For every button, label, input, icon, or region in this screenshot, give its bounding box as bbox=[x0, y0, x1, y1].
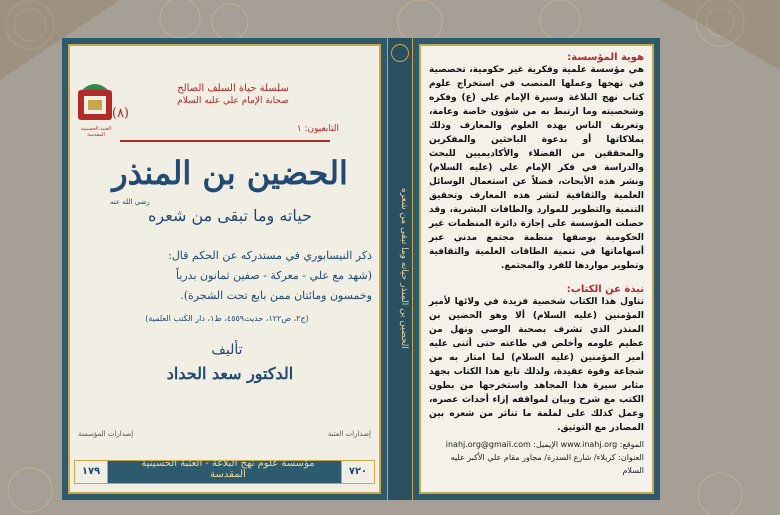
spine-logo-icon bbox=[391, 44, 409, 62]
address-text: كربلاء/ شارع السدرة/ مجاور مقام علي الأكبر عليه السلام bbox=[450, 453, 644, 475]
author-label: تأليف bbox=[211, 342, 243, 358]
author-name: الدكتور سعد الحداد bbox=[166, 364, 294, 383]
contact-line-2 bbox=[429, 451, 644, 477]
contact-section bbox=[429, 438, 644, 477]
book-title: الحضين بن المنذر bbox=[112, 154, 348, 192]
front-cover bbox=[62, 38, 387, 500]
identity-section bbox=[429, 52, 644, 273]
site-label: الموقع: bbox=[619, 440, 644, 449]
book-spine bbox=[387, 38, 413, 500]
logo-label: العتبة الحسينية المقدسة bbox=[80, 126, 112, 138]
quote-line-2: (شهد مع علي - معركة - صفين ثمانون بدرياً bbox=[175, 269, 372, 282]
quote-line-1: ذكر النيسابوري في مستدركه عن الحكم قال: bbox=[168, 249, 372, 262]
quote-reference: (ج٢، ص١٢٢، حديث٤٥٥٩، ط١، دار الكتب العلمية) bbox=[145, 314, 309, 323]
identity-text: هي مؤسسة علمية وفكرية غير حكومية، تخصصية في تهجها وعملها المنصب في استخراج علوم كتاب نهج البلاغة وسيرة الإمام علي (ع) وفكره وشخصيته وما ارتبط به من شؤون خاصة وعامة، وتعريف الناس بهذه العلوم والمعارف وذلك بملاكاتها أو بدعوة الباحثين والمفكرين والمحققين من الفضلاء والأكاديميين للبحث والدراسة في فكر الإمام علي (عليه السلام) ونشر هذه الأبحاث، فضلاً عن استعمال الوسائل العلمية والثقافية لنشر هذه المعارف وتحقيق التنمية والتطوير للموارد والطاقات البشرية، وقد حصلت المؤسسة على إجازة دائرة المنظمات غير الحكومية بوصفها منظمة مجتمع مدني عبر أسهاماتها في تنمية الطاقات العلمية والثقافية وتطوير مواردها للفرد والمجتمع. bbox=[429, 65, 644, 271]
front-cover-panel bbox=[68, 44, 381, 494]
quote-block bbox=[82, 246, 372, 306]
email-label: الإيميل: bbox=[533, 440, 559, 449]
publisher-name: مؤسسة علوم نهج البلاغة - العتبة الحسينية المقدسة bbox=[141, 458, 315, 480]
institution-logo bbox=[76, 80, 114, 124]
series-subtitle: صحابة الإمام علي عليه السلام bbox=[177, 96, 289, 106]
quote-line-3: وخمسون ومائتان ممن بايع تحت الشجرة). bbox=[180, 289, 372, 302]
divider-line bbox=[120, 140, 330, 142]
back-cover bbox=[413, 38, 660, 500]
back-cover-panel bbox=[419, 44, 654, 494]
followers-label: التابعيون: ١ bbox=[296, 124, 339, 134]
series-number-right: ٧٢٠ bbox=[341, 460, 375, 484]
book-section bbox=[429, 284, 644, 435]
book-heading: نبذة عن الكتاب: bbox=[566, 284, 644, 295]
pub-label-right: إصدارات العتبة bbox=[327, 430, 371, 438]
contact-line-1 bbox=[429, 438, 644, 451]
title-honorific: رضي الله عنه bbox=[110, 198, 150, 206]
book-subtitle: حياته وما تبقى من شعره bbox=[148, 206, 312, 225]
identity-heading: هوية المؤسسة: bbox=[567, 52, 644, 63]
email-link[interactable]: inahj.org@gmail.com bbox=[445, 440, 531, 449]
series-number-left: ١٧٩ bbox=[74, 460, 108, 484]
address-label: العنوان: bbox=[618, 453, 644, 462]
site-link[interactable]: www.inahj.org bbox=[560, 440, 618, 449]
book-text: تناول هذا الكتاب شخصية فريدة في ولائها لأمير المؤمنين (عليه السلام) ألا وهو الحضين بن المنذر الذي تشرف بصحبة الوصي ونهل من عظيم علومه وأخلص في طاعته حتى أثنى عليه أمير المؤمنين (عليه السلام) لما امتاز به من شجاعة وقوة عقيدة، ولذلك تابع هذا الكتاب بجهد مثابر سيرة هذا المجاهد واستخرجها من بطون الكتب مع شرح وبيان لمواقفه إزاء أحداث عصره، وعمل كذلك على لملمة ما تناثر من شعره بين المصادر مع التوثيق. bbox=[429, 297, 644, 433]
pub-label-left: إصدارات المؤسسة bbox=[78, 430, 134, 438]
spine-title: الحضين بن المنذر حياته وما تبقى من شعره bbox=[399, 187, 409, 349]
series-number: (٨) bbox=[111, 106, 129, 121]
series-title: سلسلة حياة السلف الصالح bbox=[177, 83, 289, 94]
